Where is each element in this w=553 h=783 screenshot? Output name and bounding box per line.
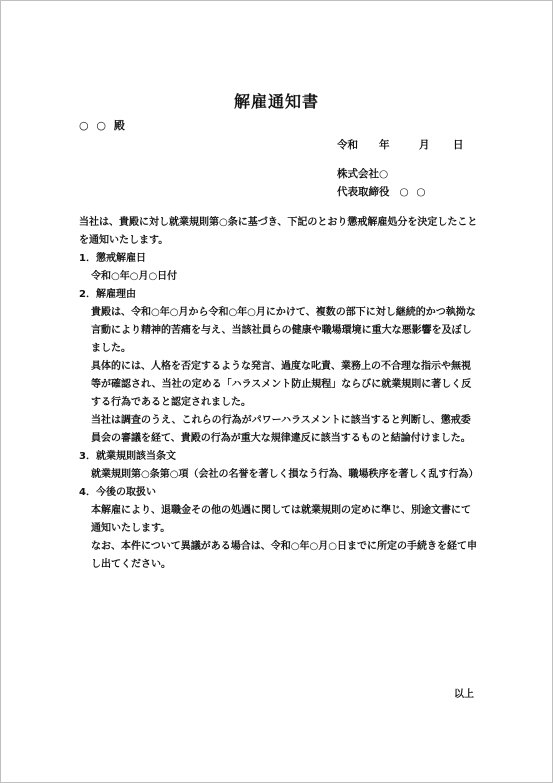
reason-paragraph: 当社は調査のうえ、これらの行為がパワーハラスメントに該当すると判断し、懲戒委員会の審議を経て、貴殿の行為が重大な規律違反に該当するものと結論付けました。 — [91, 415, 471, 444]
section-heading-rules: 3．就業規則該当条文 — [79, 451, 176, 462]
issue-date — [337, 137, 464, 152]
handling-paragraph: 本解雇により、退職金その他の処遇に関しては就業規則の定めに準じ、別途文書にて通知いたします。 — [91, 505, 471, 534]
representative-role: 代表取締役 — [337, 186, 390, 198]
date-day: 日 — [453, 139, 464, 151]
representative-name: ○ ○ — [399, 186, 428, 198]
dismissal-date-text: 令和○年○月○日付 — [91, 271, 178, 282]
company-name: 株式会社○ — [337, 168, 389, 180]
date-era: 令和 — [337, 139, 358, 151]
addressee: ○ ○ 殿 — [79, 119, 127, 132]
reason-paragraph: 貴殿は、令和○年○月から令和○年○月にかけて、複数の部下に対し継続的かつ執拗な言動により精神的苦痛を与え、当該社員らの健康や職場環境に重大な悪影響を及ぼしました。 — [91, 307, 476, 354]
intro-paragraph: 当社は、貴殿に対し就業規則第○条に基づき、下記のとおり懲戒解雇処分を決定したことを通知いたします。 — [79, 217, 478, 246]
date-year: 年 — [379, 139, 390, 151]
section-heading-handling: 4．今後の取扱い — [79, 487, 156, 498]
representative — [337, 184, 427, 199]
date-month: 月 — [419, 139, 430, 151]
document-title: 解雇通知書 — [233, 92, 319, 111]
closing-mark: 以上 — [454, 689, 474, 700]
document-body — [79, 214, 479, 583]
section-heading-dismissal-date: 1．懲戒解雇日 — [79, 253, 146, 264]
rules-paragraph: 就業規則第○条第○項（会社の名誉を著しく損なう行為、職場秩序を著しく乱す行為） — [91, 469, 479, 480]
section-heading-reason: 2．解雇理由 — [79, 289, 136, 300]
handling-paragraph: なお、本件について異議がある場合は、令和○年○月○日までに所定の手続きを経て申し出てください。 — [91, 541, 477, 570]
reason-paragraph: 具体的には、人格を否定するような発言、過度な叱責、業務上の不合理な指示や無視等が確認され、当社の定める「ハラスメント防止規程」ならびに就業規則に著しく反する行為であると認定されました。 — [91, 361, 472, 408]
